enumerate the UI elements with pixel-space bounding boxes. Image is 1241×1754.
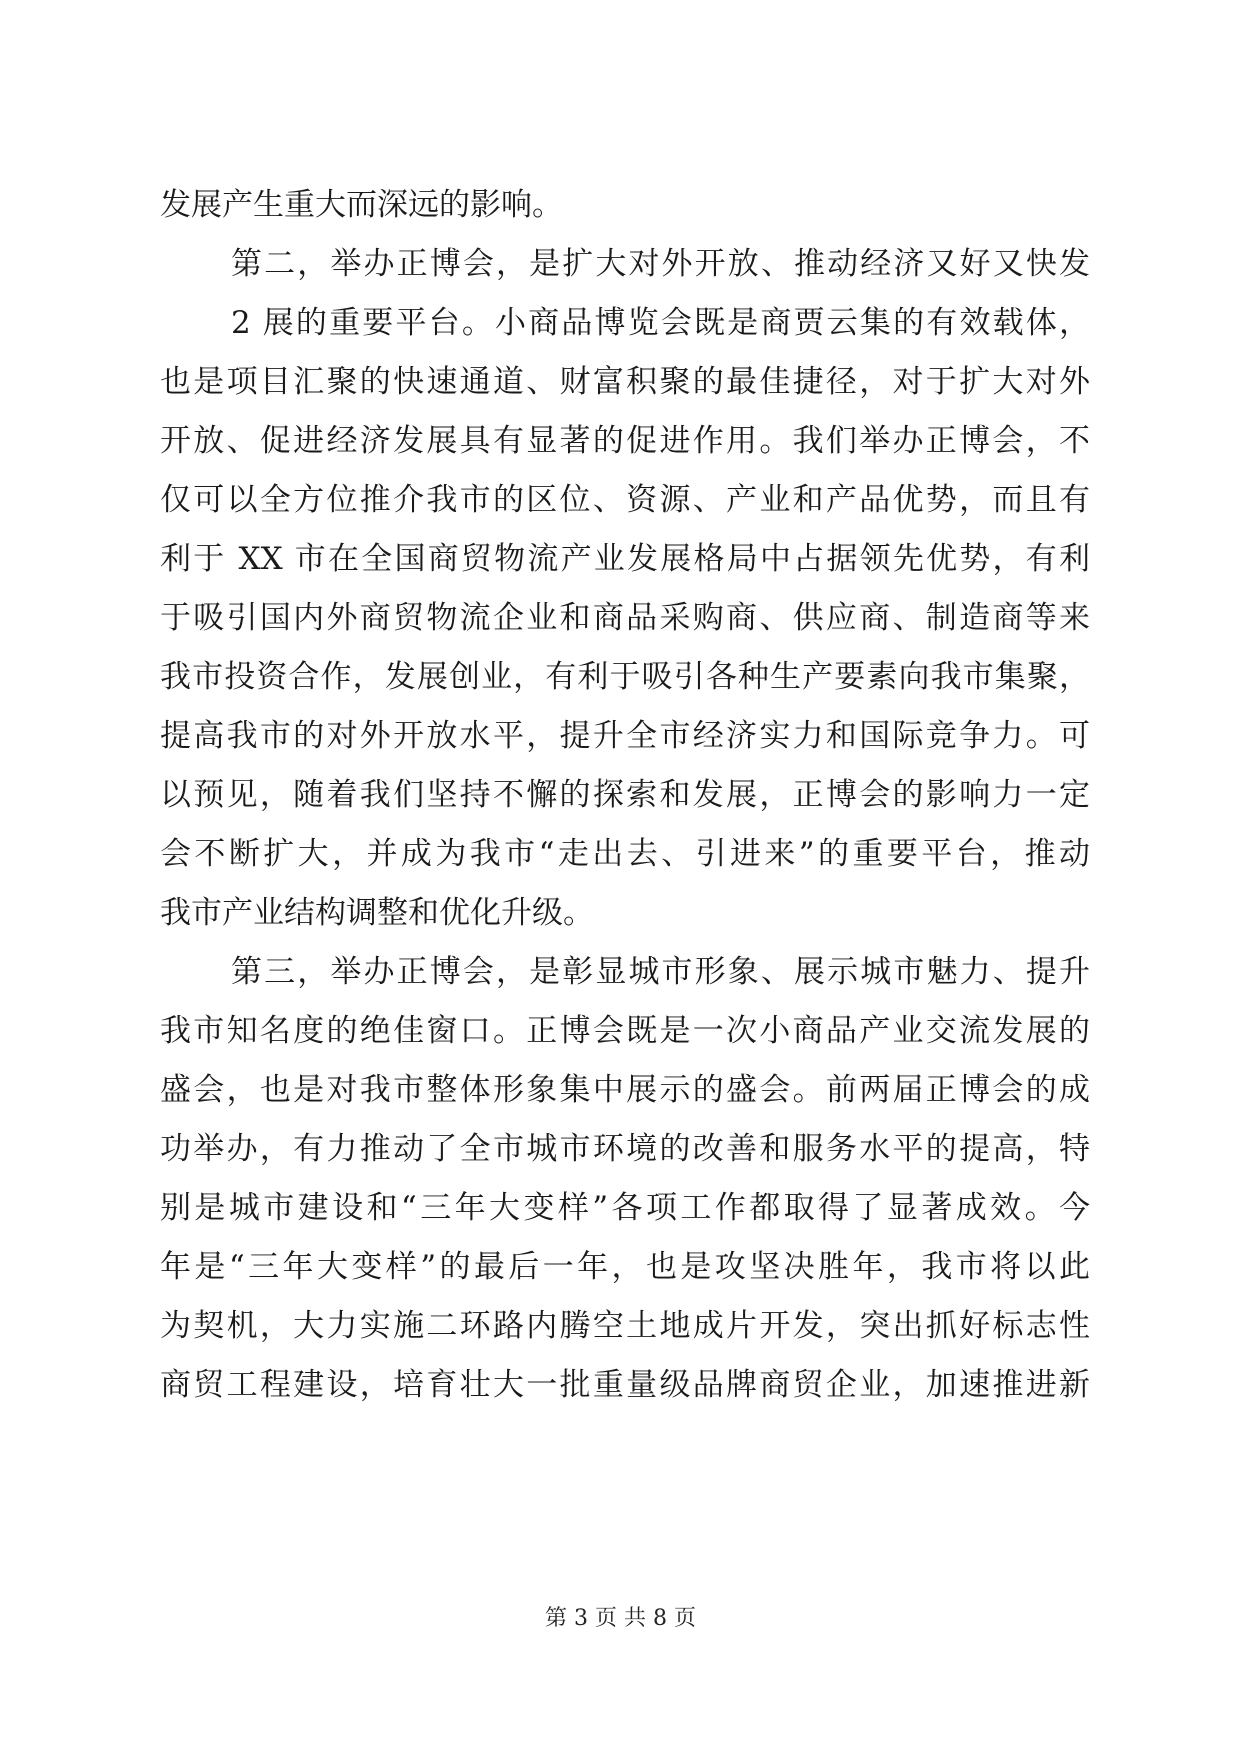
text-line: 以预见，随着我们坚持不懈的探索和发展，正博会的影响力一定 — [160, 777, 1090, 813]
text-line: 开放、促进经济发展具有显著的促进作用。我们举办正博会，不 — [160, 423, 1090, 459]
text-line: 仅可以全方位推介我市的区位、资源、产业和产品优势，而且有 — [160, 482, 1090, 518]
text-line: 于吸引国内外商贸物流企业和商品采购商、供应商、制造商等来 — [160, 600, 1090, 636]
text-line: 也是项目汇聚的快速通道、财富积聚的最佳捷径，对于扩大对外 — [160, 364, 1090, 400]
text-line: 年是“三年大变样”的最后一年，也是攻坚决胜年，我市将以此 — [160, 1249, 1090, 1285]
text-line: 盛会，也是对我市整体形象集中展示的盛会。前两届正博会的成 — [160, 1072, 1090, 1108]
text-line: 第三，举办正博会，是彰显城市形象、展示城市魅力、提升 — [231, 954, 1090, 990]
text-line: 第二，举办正博会，是扩大对外开放、推动经济又好又快发 — [231, 246, 1090, 282]
text-line: 我市投资合作，发展创业，有利于吸引各种生产要素向我市集聚， — [160, 659, 1090, 695]
text-line: 为契机，大力实施二环路内腾空土地成片开发，突出抓好标志性 — [160, 1308, 1090, 1344]
text-line: 别是城市建设和“三年大变样”各项工作都取得了显著成效。今 — [160, 1190, 1090, 1226]
text-line: 发展产生重大而深远的影响。 — [160, 187, 563, 223]
page-number-footer: 第 3 页 共 8 页 — [545, 1606, 696, 1631]
text-line: 利于 XX 市在全国商贸物流产业发展格局中占据领先优势，有利 — [160, 541, 1090, 577]
text-line: 我市知名度的绝佳窗口。正博会既是一次小商品产业交流发展的 — [160, 1013, 1090, 1049]
text-line: 商贸工程建设，培育壮大一批重量级品牌商贸企业，加速推进新 — [160, 1367, 1090, 1403]
text-line: 提高我市的对外开放水平，提升全市经济实力和国际竞争力。可 — [160, 718, 1090, 754]
text-line: 功举办，有力推动了全市城市环境的改善和服务水平的提高，特 — [160, 1131, 1090, 1167]
text-line: 我市产业结构调整和优化升级。 — [160, 895, 594, 931]
text-line: 会不断扩大，并成为我市“走出去、引进来”的重要平台，推动 — [160, 836, 1090, 872]
text-line: 2 展的重要平台。小商品博览会既是商贾云集的有效载体， — [231, 305, 1090, 341]
